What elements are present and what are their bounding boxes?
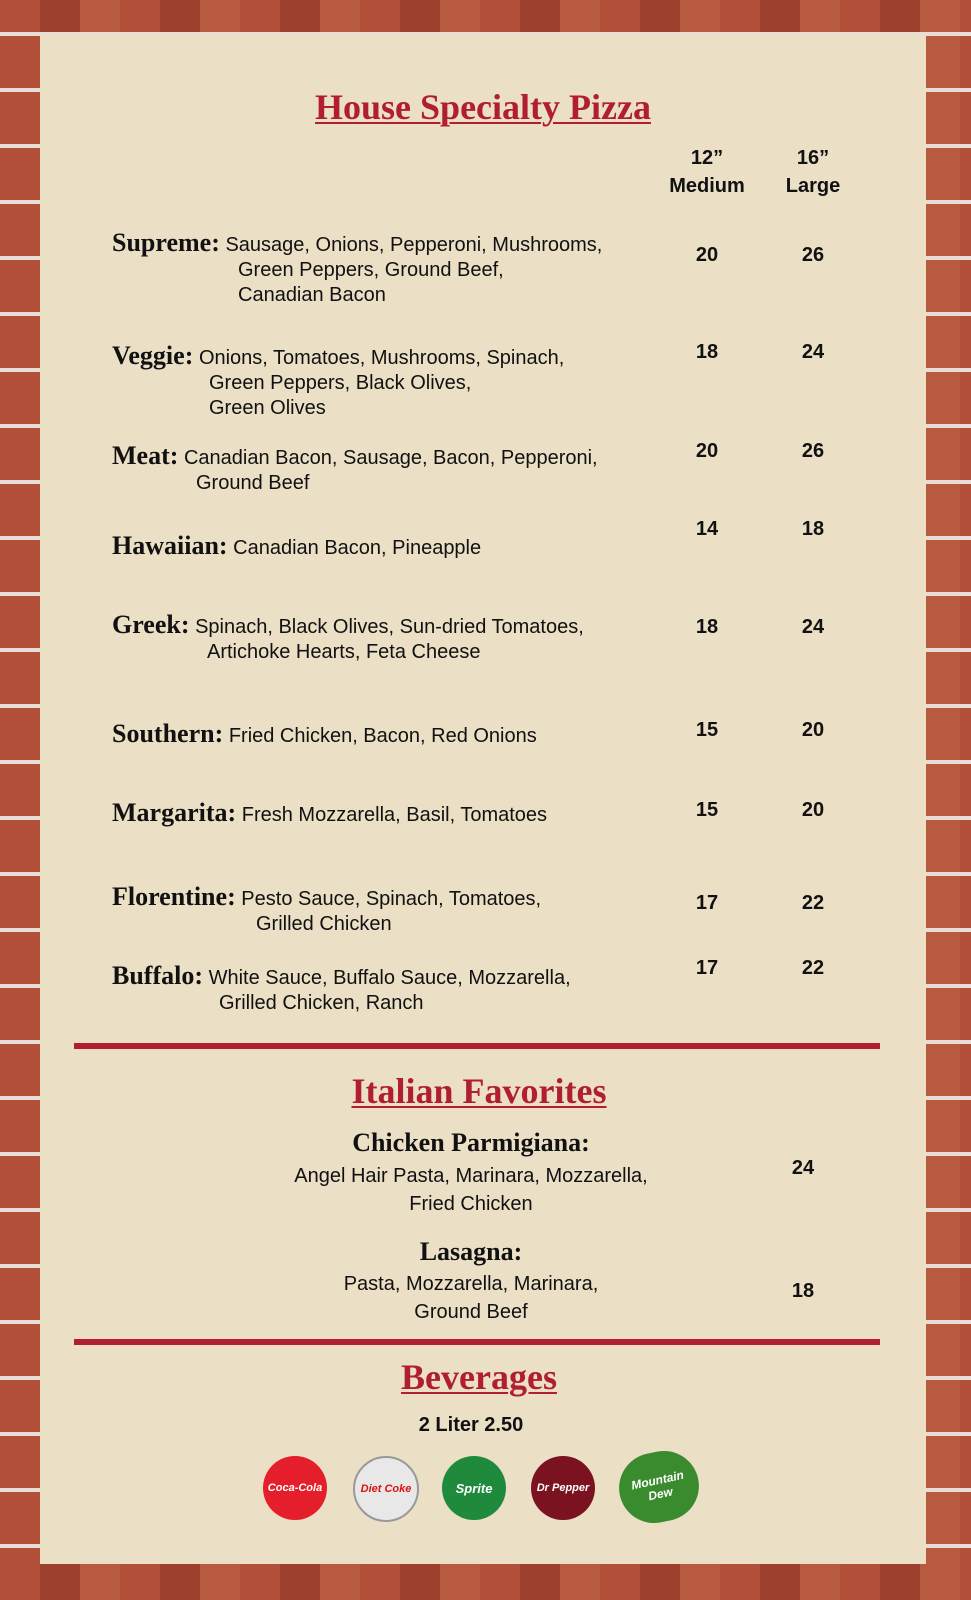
pizza-item-meat: Meat: Canadian Bacon, Sausage, Bacon, Pepperoni, Ground Beef — [112, 441, 598, 494]
price-large: 18 — [801, 518, 825, 540]
pizza-name: Supreme — [112, 228, 212, 257]
price-medium: 15 — [695, 719, 719, 741]
price-chicken-parmigiana: 24 — [791, 1157, 815, 1179]
pizza-name: Greek — [112, 610, 181, 639]
pizza-name: Buffalo — [112, 961, 195, 990]
pizza-item-hawaiian: Hawaiian: Canadian Bacon, Pineapple — [112, 531, 482, 560]
pizza-item-veggie: Veggie: Onions, Tomatoes, Mushrooms, Spinach, Green Peppers, Black Olives, Green Olives — [112, 341, 565, 419]
pizza-item-southern: Southern: Fried Chicken, Bacon, Red Onions — [112, 719, 537, 748]
pizza-name: Florentine — [112, 882, 228, 911]
price-large: 20 — [801, 799, 825, 821]
pizza-ingredients: Fresh Mozzarella, Basil, Tomatoes — [241, 804, 548, 826]
pizza-item-margarita: Margarita: Fresh Mozzarella, Basil, Tomatoes — [112, 798, 548, 827]
pizza-name: Meat — [112, 441, 170, 470]
menu-panel — [40, 34, 926, 1564]
italian-section-title: Italian Favorites — [351, 1071, 607, 1111]
favorite-description-chicken-parmigiana: Angel Hair Pasta, Marinara, Mozzarella, Fried Chicken — [294, 1165, 648, 1215]
pizza-item-greek: Greek: Spinach, Black Olives, Sun-dried Tomatoes, Artichoke Hearts, Feta Cheese — [112, 610, 584, 663]
price-large: 24 — [801, 341, 825, 363]
price-lasagna: 18 — [791, 1280, 815, 1302]
price-medium: 17 — [695, 957, 719, 979]
price-large: 24 — [801, 616, 825, 638]
large-column-header: 16” Large — [785, 147, 841, 197]
price-medium: 18 — [695, 616, 719, 638]
pizza-ingredients: Canadian Bacon, Sausage, Bacon, Pepperoni, — [183, 447, 598, 469]
favorite-name-lasagna: Lasagna: — [419, 1237, 523, 1266]
price-large: 26 — [801, 440, 825, 462]
price-medium: 17 — [695, 892, 719, 914]
pizza-ingredients: Pesto Sauce, Spinach, Tomatoes, — [241, 888, 542, 910]
pizza-name: Hawaiian — [112, 531, 219, 560]
price-medium: 15 — [695, 799, 719, 821]
pizza-ingredients: Onions, Tomatoes, Mushrooms, Spinach, — [198, 347, 565, 369]
price-large: 26 — [801, 244, 825, 266]
beverage-price: 2 Liter 2.50 — [418, 1414, 524, 1436]
price-medium: 14 — [695, 518, 719, 540]
favorite-description-lasagna: Pasta, Mozzarella, Marinara, Ground Beef — [343, 1273, 599, 1323]
pizza-name: Veggie — [112, 341, 185, 370]
pizza-ingredients: Spinach, Black Olives, Sun-dried Tomatoes, — [195, 616, 584, 638]
pizza-item-florentine: Florentine: Pesto Sauce, Spinach, Tomatoes, Grilled Chicken — [112, 882, 542, 935]
price-medium: 20 — [695, 244, 719, 266]
beverages-section-title: Beverages — [401, 1357, 557, 1397]
section-divider — [74, 1339, 880, 1345]
pizza-ingredients: Fried Chicken, Bacon, Red Onions — [228, 725, 537, 747]
section-divider — [74, 1043, 880, 1049]
price-large: 22 — [801, 892, 825, 914]
coca-cola-logo-icon: Coca-Cola — [263, 1456, 327, 1520]
sprite-logo-icon: Sprite — [442, 1456, 506, 1520]
pizza-name: Southern — [112, 719, 215, 748]
price-large: 20 — [801, 719, 825, 741]
price-medium: 18 — [695, 341, 719, 363]
pizza-item-supreme: Supreme: Sausage, Onions, Pepperoni, Mushrooms, Green Peppers, Ground Beef, Canadian Bacon — [112, 228, 603, 306]
pizza-ingredients: White Sauce, Buffalo Sauce, Mozzarella, — [208, 967, 571, 989]
pizza-item-buffalo: Buffalo: White Sauce, Buffalo Sauce, Mozzarella, Grilled Chicken, Ranch — [112, 961, 571, 1014]
price-medium: 20 — [695, 440, 719, 462]
diet-coke-logo-icon: Diet Coke — [353, 1456, 419, 1522]
pizza-ingredients: Canadian Bacon, Pineapple — [233, 537, 482, 559]
medium-column-header: 12” Medium — [669, 147, 745, 197]
dr-pepper-logo-icon: Dr Pepper — [531, 1456, 595, 1520]
pizza-section-title: House Specialty Pizza — [315, 87, 651, 127]
price-large: 22 — [801, 957, 825, 979]
favorite-name-chicken-parmigiana: Chicken Parmigiana: — [352, 1128, 590, 1157]
pizza-ingredients: Sausage, Onions, Pepperoni, Mushrooms, — [225, 234, 603, 256]
pizza-name: Margarita — [112, 798, 228, 827]
mountain-dew-logo-icon: Mountain Dew — [613, 1444, 706, 1529]
